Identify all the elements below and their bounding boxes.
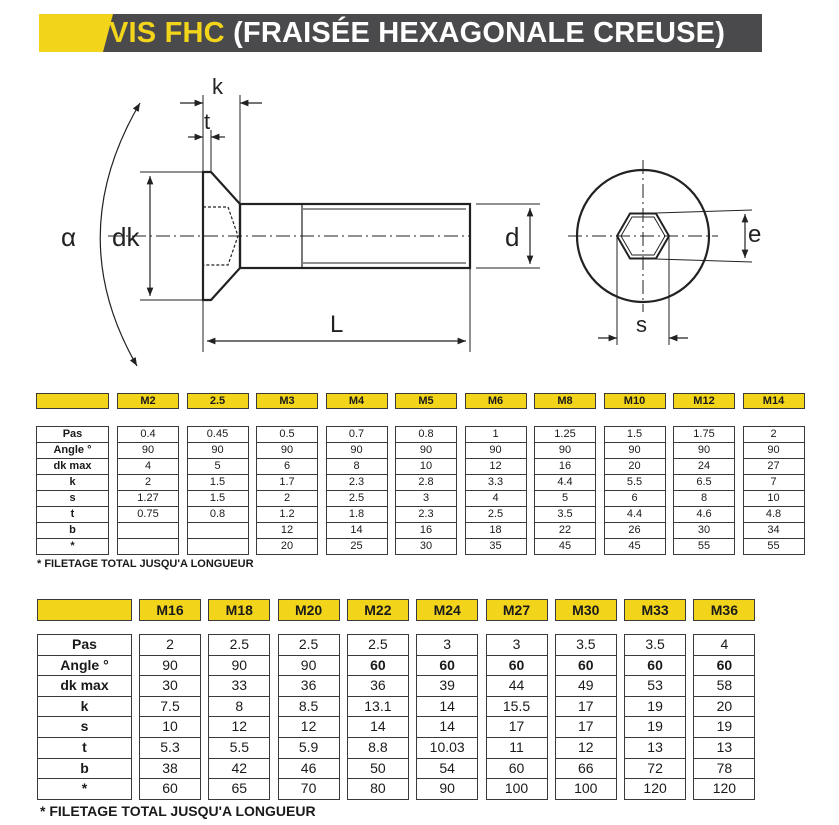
table-cell: 20 bbox=[628, 460, 641, 472]
table-cell: 27 bbox=[767, 460, 780, 472]
table-cell: 19 bbox=[647, 697, 663, 714]
table-cell: 2.5 bbox=[368, 636, 388, 652]
title-banner bbox=[39, 14, 762, 52]
table-cell: 90 bbox=[697, 444, 711, 456]
table-cell: 2 bbox=[144, 476, 152, 488]
table-cell: 1.75 bbox=[693, 428, 715, 440]
table-cell: 90 bbox=[439, 780, 455, 797]
title-main: VIS FHC bbox=[109, 17, 225, 49]
table-cell: 10 bbox=[162, 718, 178, 735]
e-label: e bbox=[748, 221, 762, 248]
table-cell: 90 bbox=[231, 656, 248, 673]
table-cell: 49 bbox=[578, 677, 594, 694]
table-cell bbox=[187, 522, 249, 538]
table-cell: 13.1 bbox=[364, 697, 392, 714]
table-cell: 4 bbox=[144, 460, 152, 472]
table-cell: 2.5 bbox=[348, 492, 365, 504]
table-cell: 5.5 bbox=[626, 476, 643, 488]
page-title bbox=[109, 17, 725, 50]
table-cell: 11 bbox=[509, 739, 524, 755]
table-cell: 90 bbox=[350, 444, 363, 456]
table-cell: 36 bbox=[370, 677, 386, 694]
table-cell: 7 bbox=[770, 476, 777, 488]
table-cell: 58 bbox=[716, 677, 733, 694]
table-cell bbox=[117, 538, 179, 554]
table-cell: 90 bbox=[558, 444, 572, 456]
row-label: Angle ° bbox=[60, 656, 109, 673]
table-cell: 5.5 bbox=[229, 739, 250, 755]
table-cell: 12 bbox=[578, 739, 594, 755]
table-cell: 5 bbox=[214, 460, 221, 472]
table-cell: 0.8 bbox=[209, 508, 226, 520]
table-cell: 34 bbox=[767, 524, 780, 536]
table-cell: 16 bbox=[558, 460, 572, 472]
table-cell bbox=[187, 538, 249, 554]
table-cell: 0.5 bbox=[279, 428, 295, 440]
table-cell: 6.5 bbox=[696, 476, 712, 488]
row-label: dk max bbox=[60, 677, 109, 694]
table-cell: 60 bbox=[578, 656, 594, 673]
alpha-label: α bbox=[61, 222, 77, 252]
table-cell: 60 bbox=[370, 656, 386, 673]
table-cell: 22 bbox=[558, 524, 572, 536]
footnote-2: * FILETAGE TOTAL JUSQU'A LONGUEUR bbox=[40, 803, 316, 819]
screw-head-view bbox=[568, 160, 752, 345]
table-cell: 4.4 bbox=[626, 508, 643, 520]
table-cell: 2 bbox=[770, 428, 777, 440]
k-label: k bbox=[212, 74, 223, 99]
row-label: * bbox=[81, 780, 88, 797]
table-cell: 50 bbox=[370, 759, 386, 776]
table-cell: 80 bbox=[370, 780, 386, 797]
table-cell: 3.3 bbox=[487, 476, 504, 488]
header-cell: M16 bbox=[139, 599, 201, 621]
table-cell: 13 bbox=[647, 739, 663, 755]
row-label: b bbox=[80, 759, 89, 776]
table-cell: 26 bbox=[628, 524, 641, 536]
header-cell: M12 bbox=[673, 393, 735, 409]
table-cell: 78 bbox=[716, 759, 733, 776]
table-cell: 90 bbox=[280, 444, 294, 456]
table-cell: 60 bbox=[508, 759, 525, 776]
row-label: Angle ° bbox=[53, 444, 92, 456]
table-cell: 12 bbox=[300, 718, 317, 735]
table-cell: 39 bbox=[439, 677, 455, 694]
table-cell: 38 bbox=[162, 759, 178, 776]
s-label: s bbox=[636, 312, 647, 337]
table-cell: 100 bbox=[574, 780, 598, 797]
table-cell: 16 bbox=[419, 524, 433, 536]
table-cell: 70 bbox=[300, 780, 317, 797]
header-cell: M14 bbox=[743, 393, 805, 409]
table-cell: 30 bbox=[697, 524, 711, 536]
row-label: s bbox=[80, 718, 89, 735]
row-label: s bbox=[69, 492, 76, 504]
header-cell: M27 bbox=[486, 599, 548, 621]
table-cell: 4 bbox=[492, 492, 499, 504]
table-cell: 14 bbox=[350, 524, 363, 536]
table-cell: 72 bbox=[647, 759, 663, 776]
header-cell: M6 bbox=[465, 393, 527, 409]
table-cell: 66 bbox=[578, 759, 594, 776]
table-cell: 6 bbox=[631, 492, 638, 504]
table-cell: 5.9 bbox=[298, 739, 319, 755]
header-cell: M30 bbox=[555, 599, 617, 621]
table-cell: 90 bbox=[489, 444, 502, 456]
row-label: dk max bbox=[53, 460, 92, 472]
table-cell: 2 bbox=[283, 492, 291, 504]
table-cell: 100 bbox=[504, 780, 529, 797]
table-cell: 17 bbox=[508, 718, 525, 735]
title-sub: (FRAISÉE HEXAGONALE CREUSE) bbox=[233, 17, 726, 49]
table-cell: 42 bbox=[231, 759, 248, 776]
table-cell: 1.25 bbox=[554, 428, 576, 440]
table-cell: 20 bbox=[716, 697, 733, 714]
header-cell: 2.5 bbox=[187, 393, 249, 409]
table-cell: 13 bbox=[716, 739, 733, 755]
header-cell: M10 bbox=[604, 393, 666, 409]
table-cell: 60 bbox=[508, 656, 525, 673]
table-cell: 90 bbox=[628, 444, 641, 456]
table-cell: 19 bbox=[647, 718, 663, 735]
header-cell: M5 bbox=[395, 393, 457, 409]
table-cell: 60 bbox=[716, 656, 733, 673]
header-cell: M36 bbox=[693, 599, 755, 621]
table-cell: 10 bbox=[767, 492, 780, 504]
table-cell: 19 bbox=[716, 718, 733, 735]
table-cell: 8.8 bbox=[368, 739, 388, 755]
table-cell: 120 bbox=[643, 780, 667, 797]
table-cell: 60 bbox=[439, 656, 455, 673]
table-cell: 1.27 bbox=[137, 492, 159, 504]
table-cell: 2 bbox=[166, 636, 174, 652]
table-cell: 10.03 bbox=[429, 739, 465, 755]
row-label: t bbox=[82, 739, 87, 755]
header-cell: M20 bbox=[278, 599, 340, 621]
table-cell: 5.3 bbox=[160, 739, 180, 755]
t-label: t bbox=[204, 109, 211, 134]
table-cell: 3 bbox=[512, 636, 521, 652]
table-cell: 36 bbox=[300, 677, 317, 694]
row-label: k bbox=[69, 476, 76, 488]
header-cell: M8 bbox=[534, 393, 596, 409]
table-cell: 20 bbox=[280, 540, 294, 552]
table-cell: 3.5 bbox=[557, 508, 573, 520]
header-blank-cell bbox=[37, 599, 132, 621]
row-label: t bbox=[70, 508, 75, 520]
table-cell: 1.5 bbox=[626, 428, 643, 440]
table-cell: 90 bbox=[162, 656, 178, 673]
header-cell: M33 bbox=[624, 599, 686, 621]
table-cell: 0.8 bbox=[418, 428, 434, 440]
table-cell: 2.5 bbox=[229, 636, 250, 652]
table-cell: 14 bbox=[439, 718, 455, 735]
dk-label: dk bbox=[112, 222, 140, 252]
row-label: * bbox=[70, 540, 75, 552]
table-cell: 1.2 bbox=[279, 508, 295, 520]
table-cell: 1.5 bbox=[209, 492, 226, 504]
table-cell: 60 bbox=[162, 780, 178, 797]
table-cell: 12 bbox=[231, 718, 248, 735]
table-cell: 3.5 bbox=[576, 636, 596, 652]
table-cell: 54 bbox=[439, 759, 455, 776]
table-cell: 90 bbox=[419, 444, 433, 456]
header-cell: M18 bbox=[208, 599, 270, 621]
screw-technical-drawing bbox=[0, 60, 839, 380]
table-cell: 14 bbox=[439, 697, 455, 714]
table-cell: 1.7 bbox=[279, 476, 295, 488]
table-cell: 30 bbox=[162, 677, 178, 694]
table-cell: 30 bbox=[419, 540, 433, 552]
table-cell: 3 bbox=[443, 636, 452, 652]
table-cell: 0.4 bbox=[140, 428, 156, 440]
table-cell: 90 bbox=[211, 444, 224, 456]
table-cell: 12 bbox=[280, 524, 294, 536]
table-cell: 14 bbox=[370, 718, 386, 735]
table-cell: 90 bbox=[141, 444, 155, 456]
row-label: k bbox=[80, 697, 89, 714]
table-cell: 4.4 bbox=[557, 476, 573, 488]
row-label: Pas bbox=[72, 636, 97, 652]
row-label: b bbox=[69, 524, 76, 536]
table-cell: 4 bbox=[720, 636, 729, 652]
table-cell: 8 bbox=[700, 492, 708, 504]
table-cell: 6 bbox=[283, 460, 291, 472]
table-cell: 8 bbox=[235, 697, 244, 714]
table-cell: 15.5 bbox=[502, 697, 531, 714]
table-cell: 120 bbox=[712, 780, 737, 797]
table-cell: 60 bbox=[647, 656, 663, 673]
table-cell: 17 bbox=[578, 718, 594, 735]
table-cell: 10 bbox=[419, 460, 433, 472]
table-cell: 2.3 bbox=[348, 476, 365, 488]
table-cell: 65 bbox=[231, 780, 248, 797]
table-cell: 2.3 bbox=[418, 508, 434, 520]
header-cell: M22 bbox=[347, 599, 409, 621]
table-cell: 45 bbox=[558, 540, 572, 552]
L-label: L bbox=[330, 311, 344, 338]
table-cell: 12 bbox=[489, 460, 502, 472]
screw-side-view bbox=[100, 95, 540, 366]
table-cell: 53 bbox=[647, 677, 663, 694]
table-cell: 0.7 bbox=[348, 428, 365, 440]
table-cell: 2.8 bbox=[418, 476, 434, 488]
header-cell: M24 bbox=[416, 599, 478, 621]
table-cell: 25 bbox=[350, 540, 363, 552]
footnote-1: * FILETAGE TOTAL JUSQU'A LONGUEUR bbox=[37, 558, 254, 570]
banner-accent bbox=[39, 14, 103, 52]
header-cell: M4 bbox=[326, 393, 388, 409]
table-cell: 3 bbox=[422, 492, 430, 504]
table-cell: 44 bbox=[508, 677, 525, 694]
table-cell: 35 bbox=[489, 540, 502, 552]
table-cell bbox=[117, 522, 179, 538]
table-cell: 17 bbox=[578, 697, 594, 714]
table-cell: 18 bbox=[489, 524, 502, 536]
table-cell: 2.5 bbox=[298, 636, 319, 652]
table-cell: 3.5 bbox=[645, 636, 665, 652]
table-cell: 1 bbox=[492, 428, 499, 440]
table-cell: 0.75 bbox=[137, 508, 159, 520]
table-cell: 45 bbox=[628, 540, 641, 552]
header-cell: M3 bbox=[256, 393, 318, 409]
header-blank-cell bbox=[36, 393, 109, 409]
table-cell: 55 bbox=[767, 540, 780, 552]
table-cell: 5 bbox=[561, 492, 569, 504]
table-cell: 55 bbox=[697, 540, 711, 552]
table-cell: 0.45 bbox=[206, 428, 229, 440]
table-cell: 7.5 bbox=[160, 697, 180, 714]
table-cell: 2.5 bbox=[487, 508, 504, 520]
table-cell: 8.5 bbox=[298, 697, 319, 714]
d-label: d bbox=[505, 222, 520, 252]
table-cell: 33 bbox=[231, 677, 248, 694]
table-cell: 4.6 bbox=[696, 508, 712, 520]
table-cell: 90 bbox=[300, 656, 317, 673]
table-cell: 1.8 bbox=[348, 508, 365, 520]
table-cell: 8 bbox=[353, 460, 360, 472]
row-label: Pas bbox=[62, 428, 83, 440]
table-cell: 24 bbox=[697, 460, 711, 472]
table-cell: 90 bbox=[767, 444, 780, 456]
header-cell: M2 bbox=[117, 393, 179, 409]
table-cell: 46 bbox=[300, 759, 317, 776]
table-cell: 1.5 bbox=[209, 476, 226, 488]
table-cell: 4.8 bbox=[765, 508, 782, 520]
